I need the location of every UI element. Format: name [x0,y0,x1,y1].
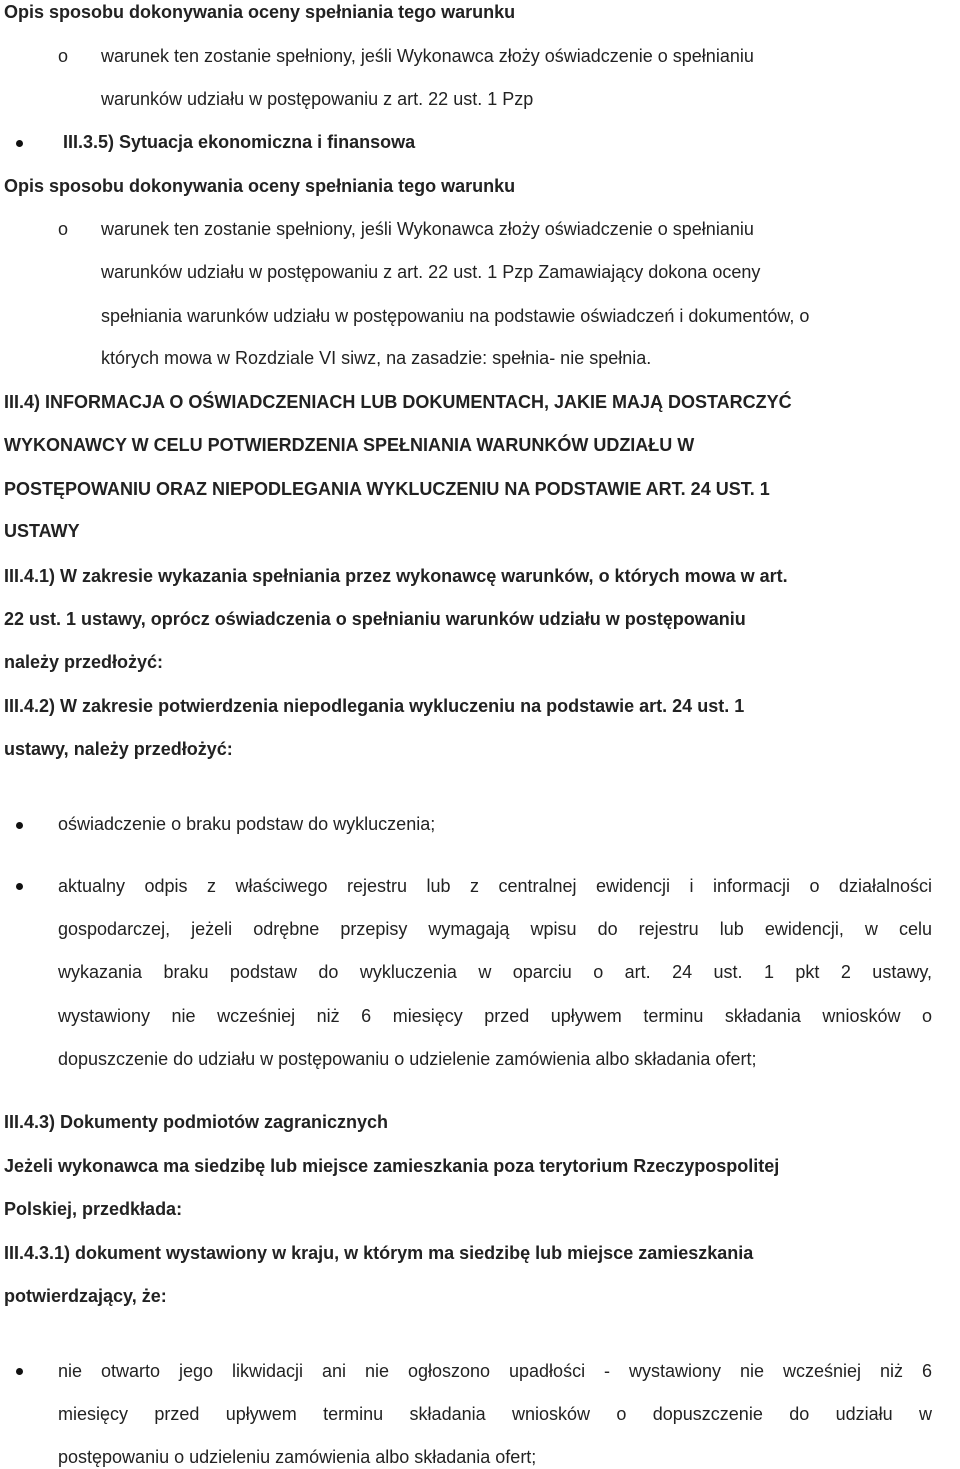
subsection-title: III.4.3.1) dokument wystawiony w kraju, w którym ma siedzibę lub miejsce zamieszkania [4,1243,754,1263]
list-item: wystawiony nie wcześniej niż 6 miesięcy przed upływem terminu składania wniosków o [58,1006,932,1026]
list-item: postępowaniu o udzieleniu zamówienia albo składania ofert; [58,1447,537,1467]
list-item: gospodarczej, jeżeli odrębne przepisy wymagają wpisu do rejestru lub ewidencji, w celu [58,919,932,939]
list-item: nie otwarto jego likwidacji ani nie ogłoszono upadłości - wystawiony nie wcześniej niż 6 [58,1361,932,1381]
list-item: aktualny odpis z właściwego rejestru lub z centralnej ewidencji i informacji o działalności [58,876,932,896]
section-title: WYKONAWCY W CELU POTWIERDZENIA SPEŁNIANIA WARUNKÓW UDZIAŁU W [4,435,695,455]
list-item: dopuszczenie do udziału w postępowaniu o udzielenie zamówienia albo składania ofert; [58,1049,757,1069]
paragraph-line: warunków udziału w postępowaniu z art. 22 ust. 1 Pzp Zamawiający dokona oceny [101,262,761,282]
subsection-title: III.4.2) W zakresie potwierdzenia niepodlegania wykluczeniu na podstawie art. 24 ust. 1 [4,696,745,716]
subsection-title: III.4.1) W zakresie wykazania spełniania przez wykonawcę warunków, o których mowa w art. [4,566,788,586]
bullet-icon [16,1368,23,1375]
list-item: wykazania braku podstaw do wykluczenia w oparciu o art. 24 ust. 1 pkt 2 ustawy, [58,962,932,982]
section-heading: Opis sposobu dokonywania oceny spełniania tego warunku [4,2,516,22]
subsection-title: należy przedłożyć: [4,652,164,672]
section-heading: Opis sposobu dokonywania oceny spełniania tego warunku [4,176,516,196]
list-item: miesięcy przed upływem terminu składania wniosków o dopuszczenie do udziału w [58,1404,932,1424]
paragraph-line: Jeżeli wykonawca ma siedzibę lub miejsce zamieszkania poza terytorium Rzeczypospolitej [4,1156,780,1176]
list-marker: o [58,46,69,66]
list-marker: o [58,219,69,239]
paragraph-line: których mowa w Rozdziale VI siwz, na zasadzie: spełnia- nie spełnia. [101,348,652,368]
paragraph-line: warunek ten zostanie spełniony, jeśli Wykonawca złoży oświadczenie o spełnianiu [101,46,754,66]
paragraph-line: spełniania warunków udziału w postępowaniu na podstawie oświadczeń i dokumentów, o [101,306,810,326]
list-item: oświadczenie o braku podstaw do wykluczenia; [58,814,436,834]
subsection-title: potwierdzający, że: [4,1286,167,1306]
paragraph-line: Polskiej, przedkłada: [4,1199,183,1219]
section-title: III.3.5) Sytuacja ekonomiczna i finansowa [63,132,416,152]
section-title: USTAWY [4,521,80,541]
section-title: III.4) INFORMACJA O OŚWIADCZENIACH LUB DOKUMENTACH, JAKIE MAJĄ DOSTARCZYĆ [4,392,792,412]
subsection-title: 22 ust. 1 ustawy, oprócz oświadczenia o spełnianiu warunków udziału w postępowaniu [4,609,746,629]
paragraph-line: warunek ten zostanie spełniony, jeśli Wykonawca złoży oświadczenie o spełnianiu [101,219,754,239]
section-title: POSTĘPOWANIU ORAZ NIEPODLEGANIA WYKLUCZENIU NA PODSTAWIE ART. 24 UST. 1 [4,479,770,499]
bullet-icon [16,822,23,829]
bullet-icon [16,883,23,890]
subsection-title: ustawy, należy przedłożyć: [4,739,233,759]
bullet-icon [16,140,23,147]
subsection-title: III.4.3) Dokumenty podmiotów zagranicznych [4,1112,389,1132]
paragraph-line: warunków udziału w postępowaniu z art. 22 ust. 1 Pzp [101,89,534,109]
